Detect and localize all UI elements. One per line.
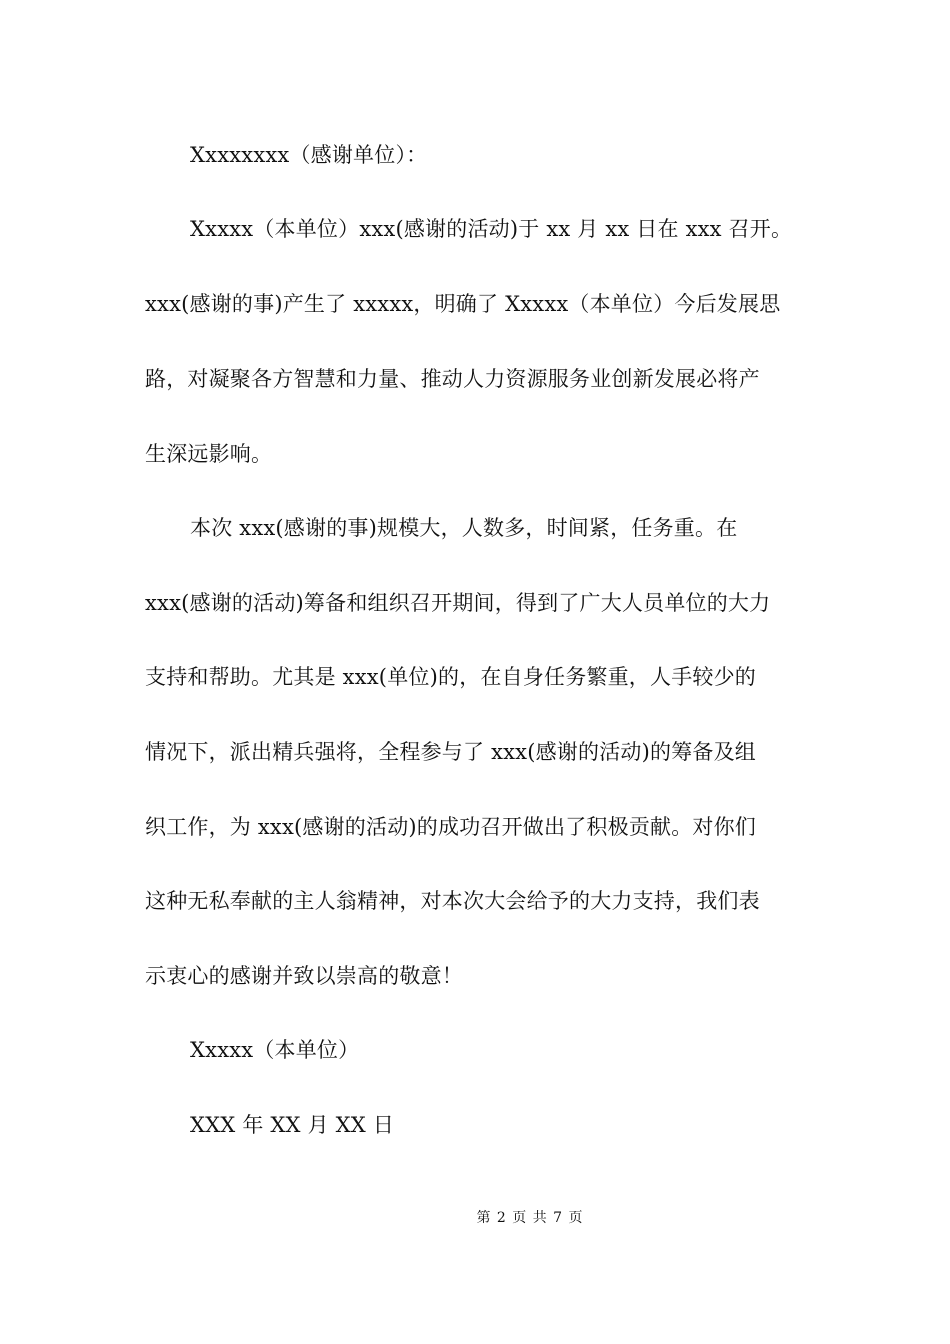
- paragraph-2-line-1: 本次 xxx(感谢的事)规模大，人数多，时间紧，任务重。在: [190, 516, 738, 540]
- page-number: 第 2 页 共 7 页: [476, 1210, 584, 1226]
- signature: Xxxxx（本单位）: [190, 1038, 360, 1062]
- paragraph-2-line-4: 情况下，派出精兵强将，全程参与了 xxx(感谢的活动)的筹备及组: [145, 740, 756, 764]
- paragraph-1-line-1: Xxxxx（本单位）xxx(感谢的活动)于 xx 月 xx 日在 xxx 召开。: [190, 217, 793, 241]
- salutation: Xxxxxxxx（感谢单位）：: [190, 143, 428, 167]
- paragraph-1-line-4: 生深远影响。: [145, 442, 273, 466]
- paragraph-1-line-2: xxx(感谢的事)产生了 xxxxx，明确了 Xxxxx（本单位）今后发展思: [145, 292, 781, 316]
- paragraph-2-line-2: xxx(感谢的活动)筹备和组织召开期间，得到了广大人员单位的大力: [145, 591, 771, 615]
- paragraph-1-line-3: 路，对凝聚各方智慧和力量、推动人力资源服务业创新发展必将产: [145, 367, 760, 391]
- paragraph-2-line-5: 织工作，为 xxx(感谢的活动)的成功召开做出了积极贡献。对你们: [145, 815, 756, 839]
- paragraph-2-line-3: 支持和帮助。尤其是 xxx(单位)的，在自身任务繁重，人手较少的: [145, 665, 756, 689]
- paragraph-2-line-7: 示衷心的感谢并致以崇高的敬意！: [145, 964, 463, 988]
- date: XXX 年 XX 月 XX 日: [190, 1113, 395, 1137]
- paragraph-2-line-6: 这种无私奉献的主人翁精神，对本次大会给予的大力支持，我们表: [145, 889, 760, 913]
